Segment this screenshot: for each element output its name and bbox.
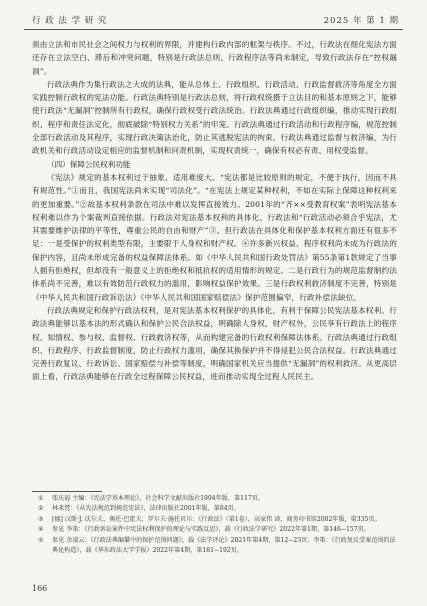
footnote-text: 参见 余凌云：《行政法典编纂中的保护范围问题》，载《法学评论》2021年第4期，第12−23页；李策：《行政复议受案范围的法典化构造》，载《华东政法大学学报》2022年第4期，第181−192页。 bbox=[52, 536, 396, 555]
footnote-mark: ② bbox=[38, 505, 44, 513]
footnote bbox=[32, 504, 397, 514]
paragraph: 须由立法和市民社会之间权力与权利的界限，并建构行政内部的框架与秩序。不过，行政法在细化宪法方面还存在立法空白、滞后和冲突问题，特别是行政法总则、行政程序法等尚未制定，导致行政法存在“控权漏洞”。 bbox=[32, 40, 397, 76]
footnote-divider bbox=[32, 491, 102, 492]
section-heading: （四）保障公民权利功能 bbox=[47, 159, 131, 169]
article-body bbox=[32, 38, 397, 384]
page-number: 166 bbox=[32, 584, 48, 593]
footnote bbox=[32, 515, 397, 525]
footnote-mark: ④ bbox=[38, 526, 44, 534]
footnote-mark: ③ bbox=[38, 515, 44, 523]
footnote-text: [德] 汉斯·J. 沃尔夫、奥托·巴霍夫、罗尔夫·施托贝尔：《行政法》（第1卷），高家伟 译，商务印书馆2002年版，第335页。 bbox=[52, 515, 381, 523]
footnote-mark: ⑤ bbox=[38, 536, 44, 544]
journal-title: 行 政 法 学 研 究 bbox=[32, 16, 108, 26]
paragraph: 行政法典作为集行政法之大成的法典，能从总体上、行政组织、行政活动、行政监督救济等角度全方面实践控制行政权的宪法功能。行政法典特别是行政法总则，将行政权统摄于立法目的和基本原则之下，能够使行政法“无漏洞”控制所有行政权，确保行政权受行政法统治。行政法典通过行政组织编，推动实现行政组织、程序和责任法定化，彻底破除“特别权力关系”的牢笼。行政法典通过行政活动和行政程序编，规范控制全部行政活动及其程序，实现行政决策法治化，防止其逃脱宪法的拘束。行政法典通过监督与救济编，为行政机关和行政活动设定相应的监督机制和问责机制，实现权责统一，确保有权必有责、用权受监督。 bbox=[32, 79, 397, 156]
footnote-text: 张庆福 主编：《宪法学基本理论》，社会科学文献出版社1994年版，第117页。 bbox=[52, 495, 264, 502]
issue-label: 2025 年 第 1 期 bbox=[323, 16, 399, 26]
footnote-text: 参见 李策：《行政诉讼案件中宪法权利保护的理论与实践反思》，载《行政法学研究》2022年第1期，第146−157页。 bbox=[52, 526, 370, 534]
paragraph: 《宪法》规定的基本权利过于抽象、适用难度大。“宪法都是比较原则的规定，不便于执行，因而不具有规范性。”①而且，我国宪法尚未实现“司法化”。“在宪法上规定某种权利，不如在实际上保障这种权利来的更加重要。”②故基本权利条款在司法中难以发挥直接效力。2001年的“齐××受教育权案”表明宪法基本权利难以作为个案裁判直接依据。行政法对宪法基本权利的具体化、行政法和“行政活动必须合乎宪法，尤其需要维护法律的平等性，尊重公民的自由和财产”③。但行政法在具体化和保护基本权利方面还有很多不足：一是受保护的权利类型有限，主要限于人身权和财产权。④许多新兴权益、程序权利尚未成为行政法的保护内容，且尚未形成完备的权益保障法体系。如《中华人民共和国行政处罚法》第55条第1款规定了当事人拥有拒绝权，但却没有一般意义上的拒绝权和抵抗权的适用情形的规定。二是行政行为的规范监督制约法体系尚不完善，难以有效防范行政权力的滥用，影响权益保护效果。三是行政权利救济制度不完善，特别是《中华人民共和国行政诉讼法》《中华人民共和国国家赔偿法》保护范围偏窄，行政补偿法缺位。 bbox=[32, 172, 397, 302]
footnotes bbox=[32, 494, 397, 556]
footnote-mark: ① bbox=[38, 495, 44, 502]
paragraph: 行政法典规定和保护行政法权利，是对宪法基本权利保护的具体化，有利于保障公民宪法基本权利。行政法典能够以基本法的形式确认和保护公民合法权益，明确除人身权、财产权外，公民享有行政法上的程序权、知情权、参与权、监督权、行政救济权等，从而构建完备的行政权利保障法体系。行政法典通过行政组织、行政程序、行政监督制度，防止行政权力滥用，确保其换保护并不得侵犯公民合法权益。行政法典通过完善行政复议、行政诉讼、国家赔偿与补偿等制度，明确国家机关应当提供“无漏洞”的权利救济。从更高层面上看，行政法典能够在行政全过程保障公民权益，进而推动实现全过程人民民主。 bbox=[32, 305, 397, 382]
footnote bbox=[32, 494, 397, 504]
footnote-text: 林来梵：《从宪法规范到规范宪法》，法律出版社2001年版，第84页。 bbox=[52, 505, 240, 513]
running-header bbox=[24, 14, 403, 28]
header-divider bbox=[24, 29, 403, 30]
footnote bbox=[32, 536, 397, 557]
footnote bbox=[32, 525, 397, 535]
